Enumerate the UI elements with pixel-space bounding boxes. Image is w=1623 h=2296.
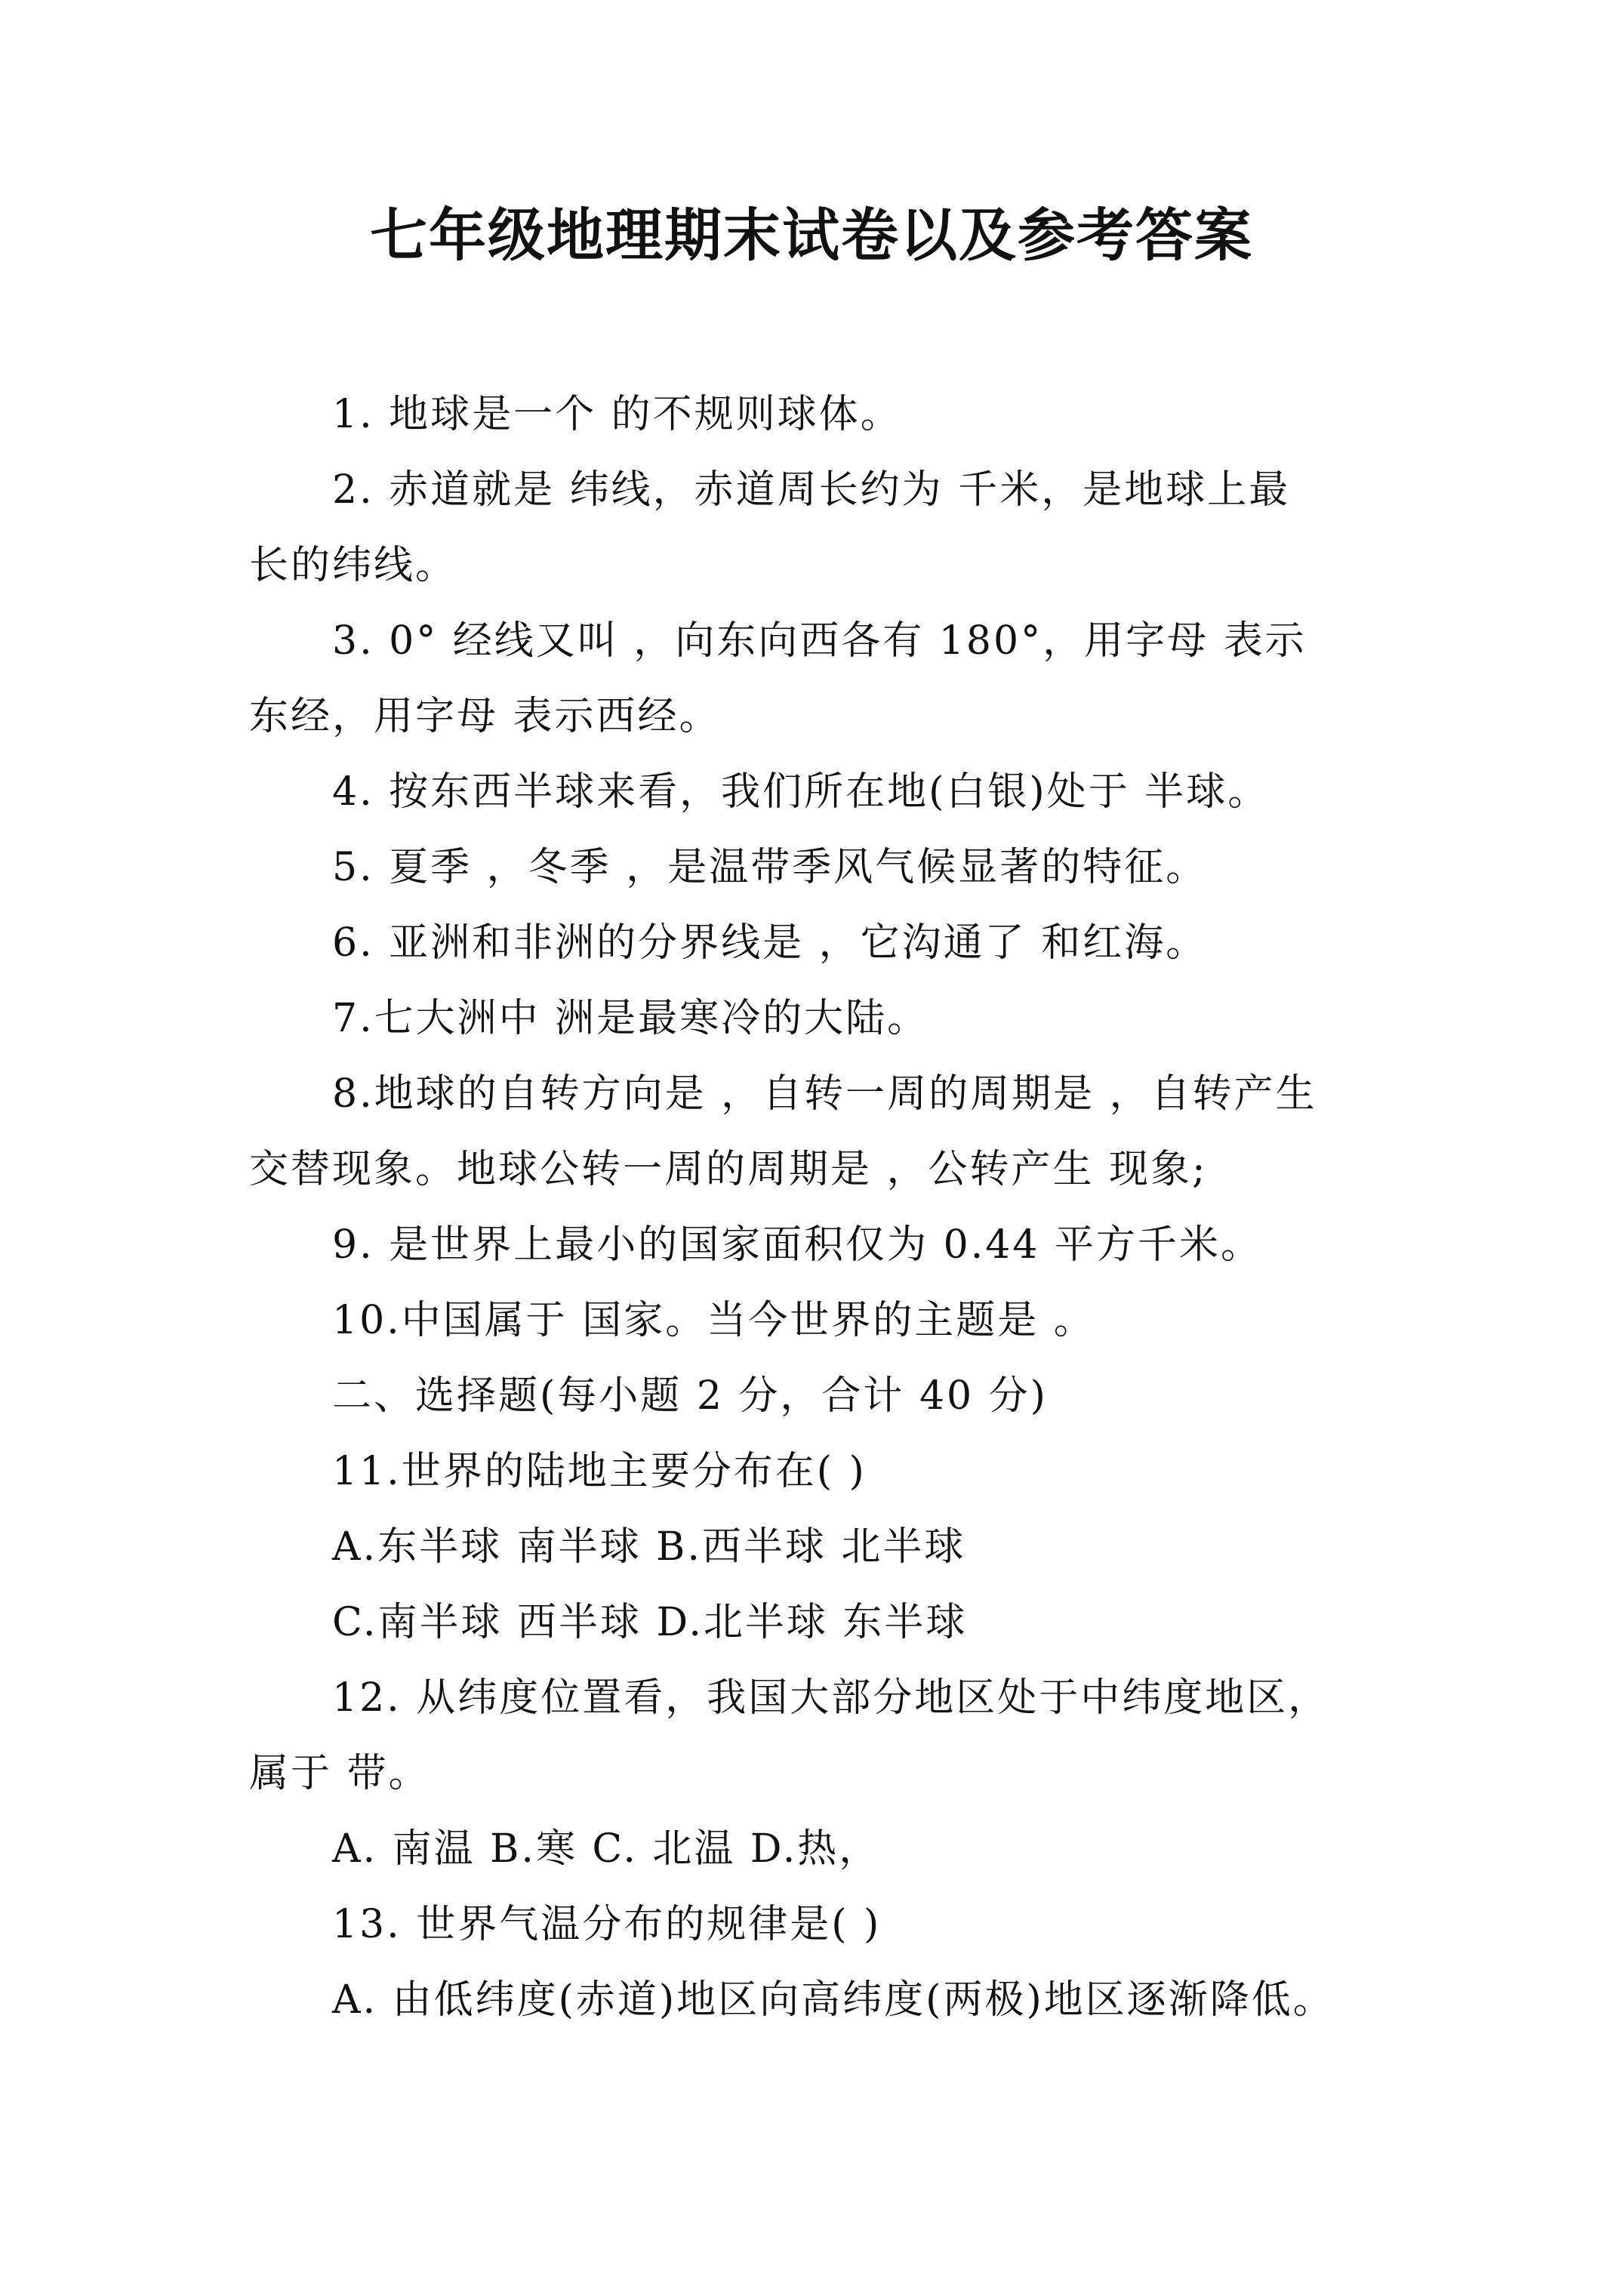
page-title: 七年级地理期末试卷以及参考答案 [370, 202, 1253, 269]
question-2: 2. 赤道就是 纬线，赤道周长约为 千米，是地球上最 [332, 467, 1291, 513]
question-4: 4. 按东西半球来看，我们所在地(白银)处于 半球。 [332, 769, 1270, 815]
question-7: 7.七大洲中 洲是最寒冷的大陆。 [332, 996, 929, 1041]
question-1: 1. 地球是一个 的不规则球体。 [332, 392, 902, 437]
question-13: 13. 世界气温分布的规律是( ) [332, 1902, 882, 1947]
question-12-options: A. 南温 B.寒 C. 北温 D.热， [332, 1826, 881, 1872]
question-9: 9. 是世界上最小的国家面积仅为 0.44 平方千米。 [332, 1222, 1262, 1268]
question-10: 10.中国属于 国家。当今世界的主题是 。 [332, 1298, 1095, 1343]
question-5: 5. 夏季 ，冬季 ，是温带季风气候显著的特征。 [332, 845, 1208, 890]
question-8: 8.地球的自转方向是 ，自转一周的周期是 ，自转产生 [332, 1071, 1317, 1117]
question-12-continued: 属于 带。 [249, 1751, 430, 1796]
question-11-options-cd: C.南半球 西半球 D.北半球 东半球 [332, 1600, 968, 1645]
section-heading-choice: 二、选择题(每小题 2 分，合计 40 分) [332, 1373, 1048, 1419]
question-8-continued: 交替现象。地球公转一周的周期是 ，公转产生 现象; [249, 1147, 1208, 1192]
question-11-options-ab: A.东半球 南半球 B.西半球 北半球 [332, 1524, 966, 1570]
question-2-continued: 长的纬线。 [249, 543, 457, 588]
question-3: 3. 0° 经线又叫 ，向东向西各有 180°，用字母 表示 [332, 618, 1307, 664]
question-13-option-a: A. 由低纬度(赤道)地区向高纬度(两极)地区逐渐降低。 [332, 1977, 1335, 2023]
question-3-continued: 东经，用字母 表示西经。 [249, 694, 721, 739]
question-11: 11.世界的陆地主要分布在( ) [332, 1449, 867, 1494]
question-12: 12. 从纬度位置看，我国大部分地区处于中纬度地区， [332, 1675, 1330, 1721]
question-6: 6. 亚洲和非洲的分界线是 ，它沟通了 和红海。 [332, 920, 1208, 966]
